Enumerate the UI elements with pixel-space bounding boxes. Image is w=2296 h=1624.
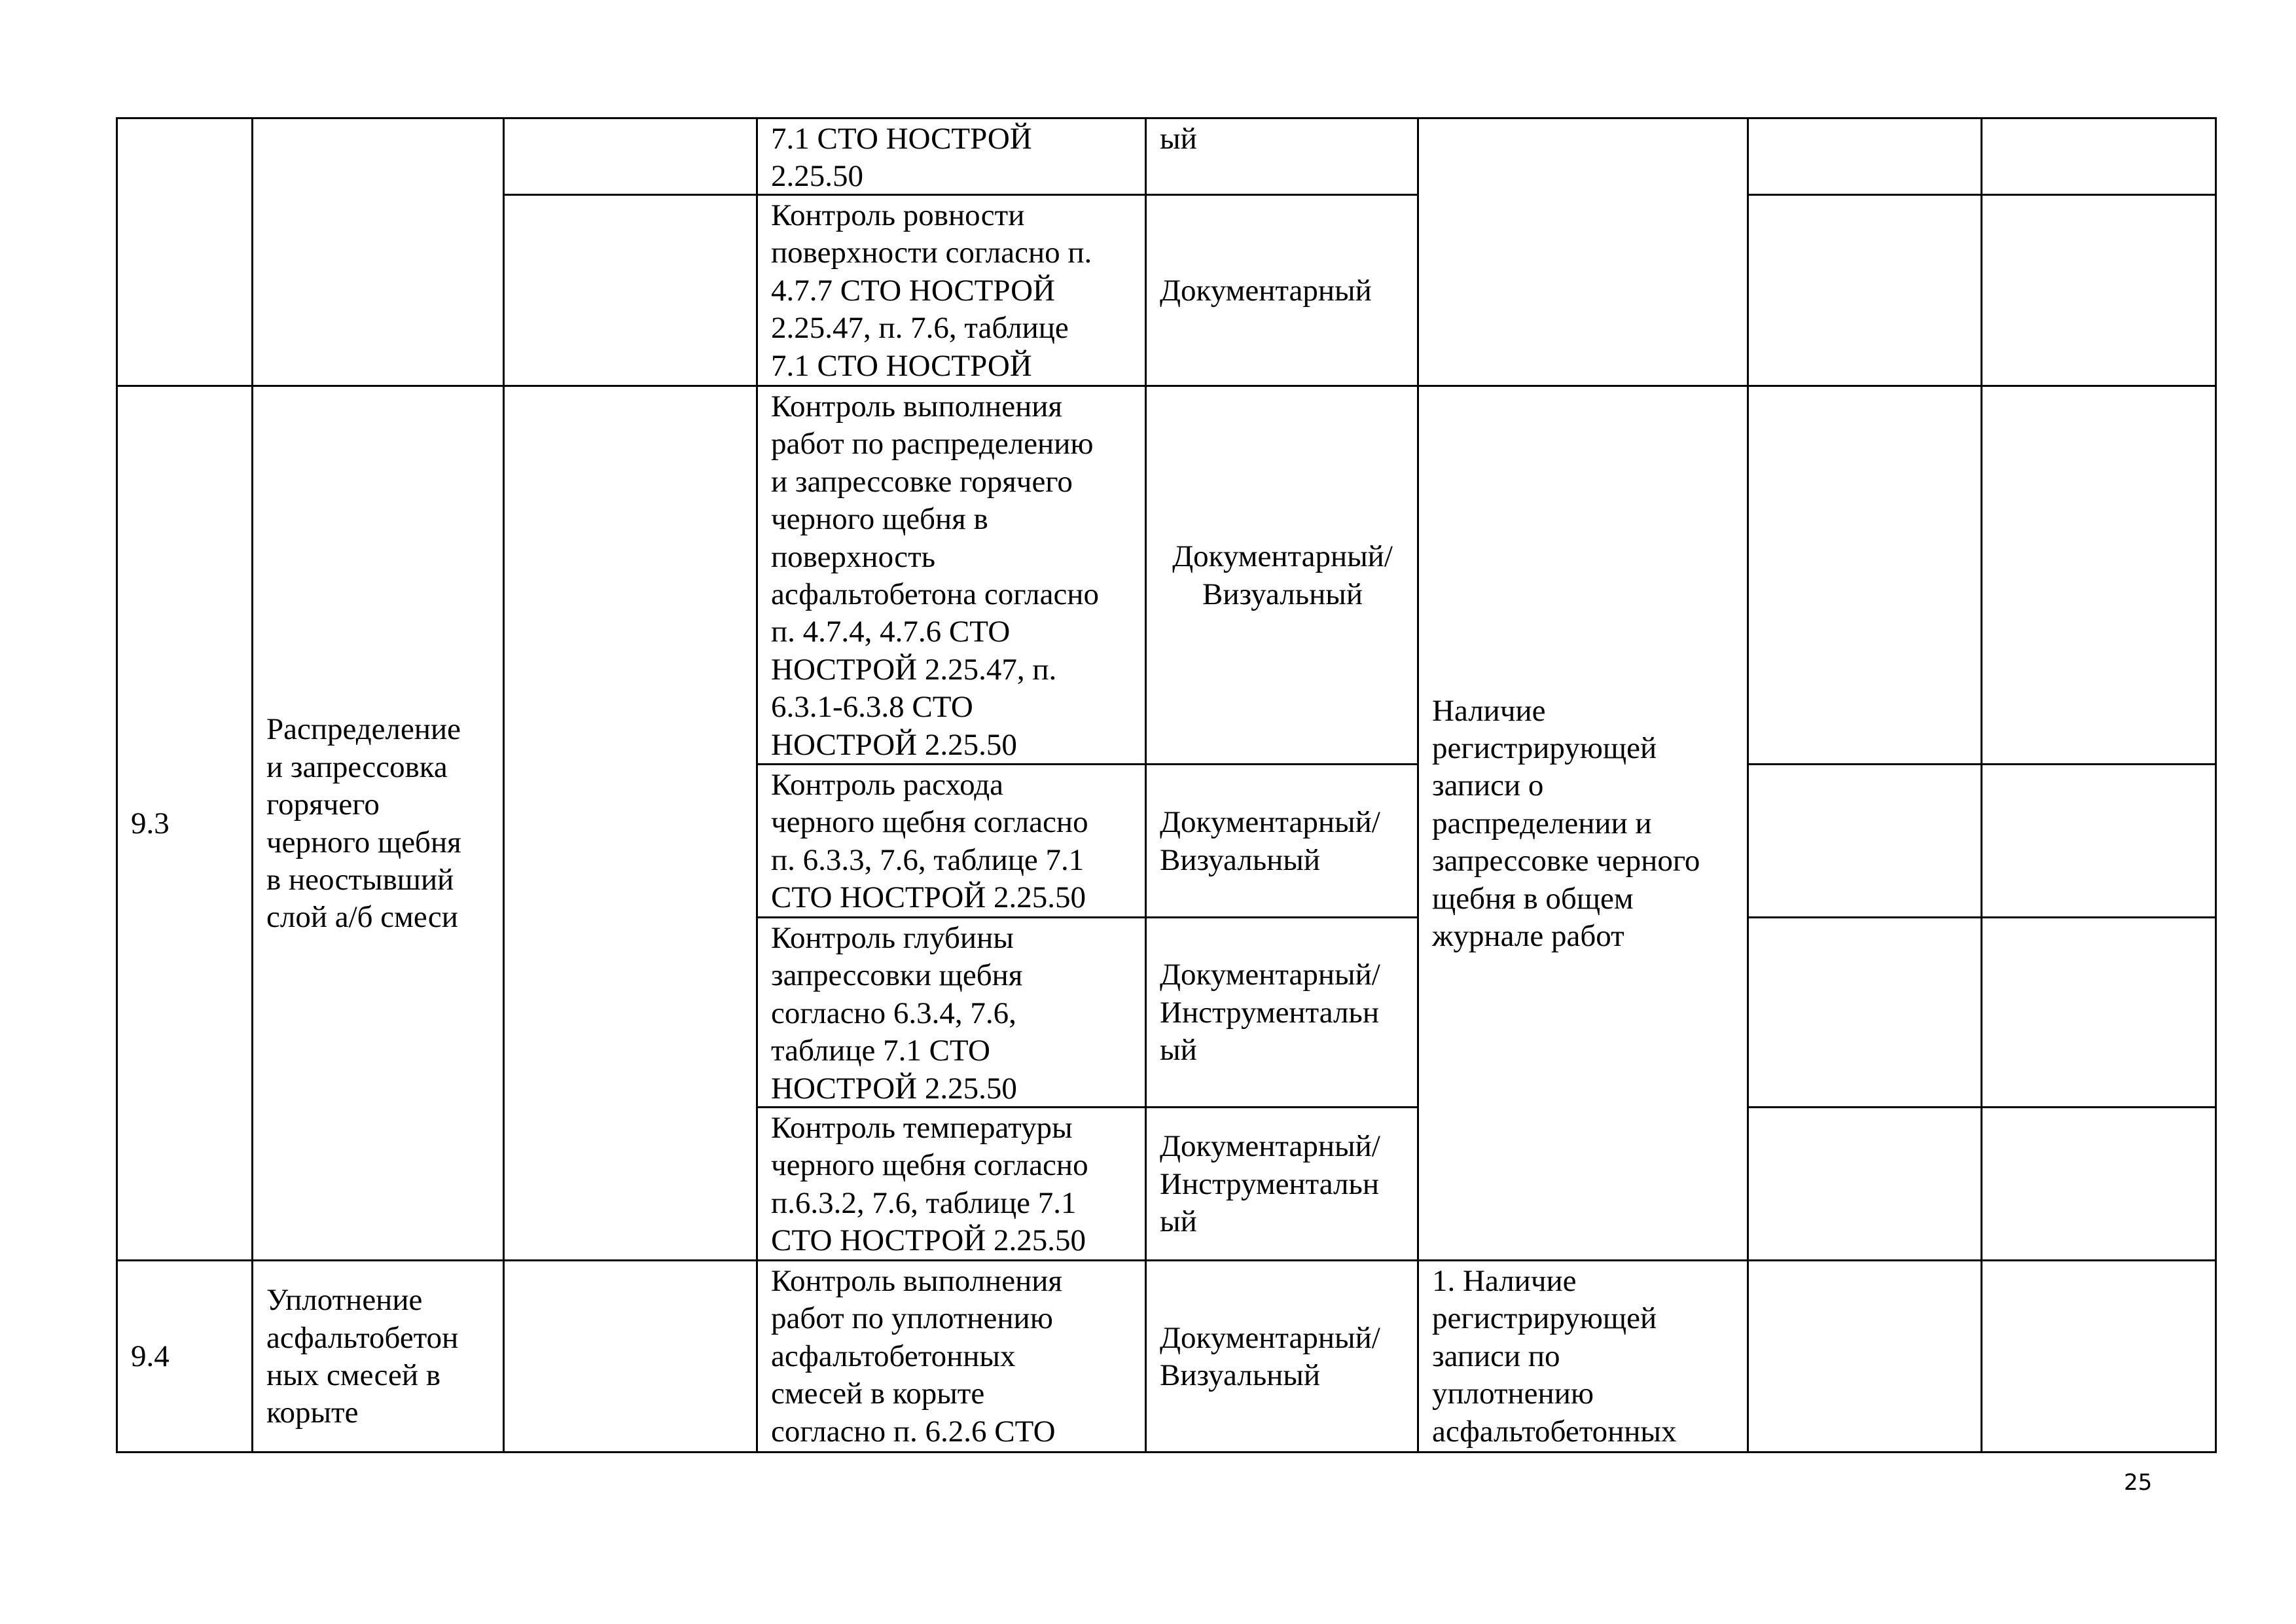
page-number: 25 [2124, 1470, 2153, 1496]
cell-method-9-3-2 [1145, 763, 1419, 918]
method-text: Документарный/ Визуальный [1160, 1320, 1380, 1392]
row-number: 9.4 [131, 1339, 170, 1374]
cell-empty [1747, 385, 1982, 765]
cell-work-9-4 [251, 1259, 505, 1453]
row-number: 9.3 [131, 806, 170, 840]
method-text: Документарный/ Инструментальн ый [1160, 958, 1380, 1068]
cell-check-9-3-3 [756, 916, 1147, 1108]
cell-record-9-3 [1417, 385, 1749, 1261]
cell-method-9-4 [1145, 1259, 1419, 1453]
cell-check-prev-a [756, 117, 1147, 196]
cell-method-9-3-3 [1145, 916, 1419, 1108]
cell-check-9-3-1 [756, 385, 1147, 765]
cell-empty [503, 1259, 758, 1453]
cell-empty [1747, 916, 1982, 1108]
check-text: Контроль выполнения работ по распределению и запрессовке горячего черного щебня в поверхность асфальтобетона согласно п. 4.7.4, 4.7.6 СТО НОСТРОЙ 2.25.47, п. 6.3.1-6.3.8 СТО НОСТРОЙ 2.25.50 [771, 389, 1099, 762]
cell-empty [1981, 385, 2217, 765]
cell-method-9-3-4 [1145, 1106, 1419, 1261]
cell-method-prev-b [1145, 194, 1419, 387]
cell-num-prev [116, 117, 253, 387]
cell-num-9-4 [116, 1259, 253, 1453]
cell-check-9-4 [756, 1259, 1147, 1453]
cell-empty [1981, 117, 2217, 196]
cell-empty [1747, 117, 1982, 196]
method-text: ый [1160, 122, 1197, 156]
method-text: Документарный/ Визуальный [1172, 539, 1393, 611]
cell-work-9-3 [251, 385, 505, 1261]
cell-empty [503, 194, 758, 387]
cell-num-9-3 [116, 385, 253, 1261]
record-text: Наличие регистрирующей записи о распределении и запрессовке черного щебня в общем журнале работ [1432, 693, 1700, 954]
cell-record-prev [1417, 117, 1749, 387]
cell-check-9-3-2 [756, 763, 1147, 918]
cell-empty [1747, 1259, 1982, 1453]
cell-record-9-4 [1417, 1259, 1749, 1453]
cell-method-9-3-1 [1145, 385, 1419, 765]
cell-check-prev-b [756, 194, 1147, 387]
cell-empty [1981, 763, 2217, 918]
cell-empty [1981, 1106, 2217, 1261]
cell-empty [1981, 916, 2217, 1108]
cell-check-9-3-4 [756, 1106, 1147, 1261]
method-text: Документарный/ Визуальный [1160, 805, 1380, 877]
cell-method-prev-a [1145, 117, 1419, 196]
cell-empty [503, 117, 758, 196]
check-text: 7.1 СТО НОСТРОЙ 2.25.50 [771, 122, 1032, 194]
check-text: Контроль глубины запрессовки щебня согласно 6.3.4, 7.6, таблице 7.1 СТО НОСТРОЙ 2.25.50 [771, 921, 1023, 1106]
work-name: Уплотнение асфальтобетон ных смесей в корыте [266, 1283, 459, 1430]
check-text: Контроль расхода черного щебня согласно п. 6.3.3, 7.6, таблице 7.1 СТО НОСТРОЙ 2.25.50 [771, 768, 1088, 915]
method-text: Документарный/ Инструментальн ый [1160, 1129, 1380, 1239]
record-text: 1. Наличие регистрирующей записи по уплотнению асфальтобетонных [1432, 1264, 1677, 1449]
cell-work-prev [251, 117, 505, 387]
cell-empty [1981, 1259, 2217, 1453]
cell-empty [1747, 763, 1982, 918]
cell-empty [1747, 194, 1982, 387]
check-text: Контроль ровности поверхности согласно п. 4.7.7 СТО НОСТРОЙ 2.25.47, п. 7.6, таблице 7.1 СТО НОСТРОЙ [771, 198, 1092, 383]
cell-empty [1747, 1106, 1982, 1261]
method-text: Документарный [1160, 273, 1372, 308]
work-name: Распределение и запрессовка горячего черного щебня в неостывший слой а/б смеси [266, 712, 461, 935]
check-text: Контроль выполнения работ по уплотнению асфальтобетонных смесей в корыте согласно п. 6.2.6 СТО [771, 1264, 1062, 1449]
cell-empty [503, 385, 758, 1261]
check-text: Контроль температуры черного щебня согласно п.6.3.2, 7.6, таблице 7.1 СТО НОСТРОЙ 2.25.50 [771, 1111, 1088, 1258]
cell-empty [1981, 194, 2217, 387]
